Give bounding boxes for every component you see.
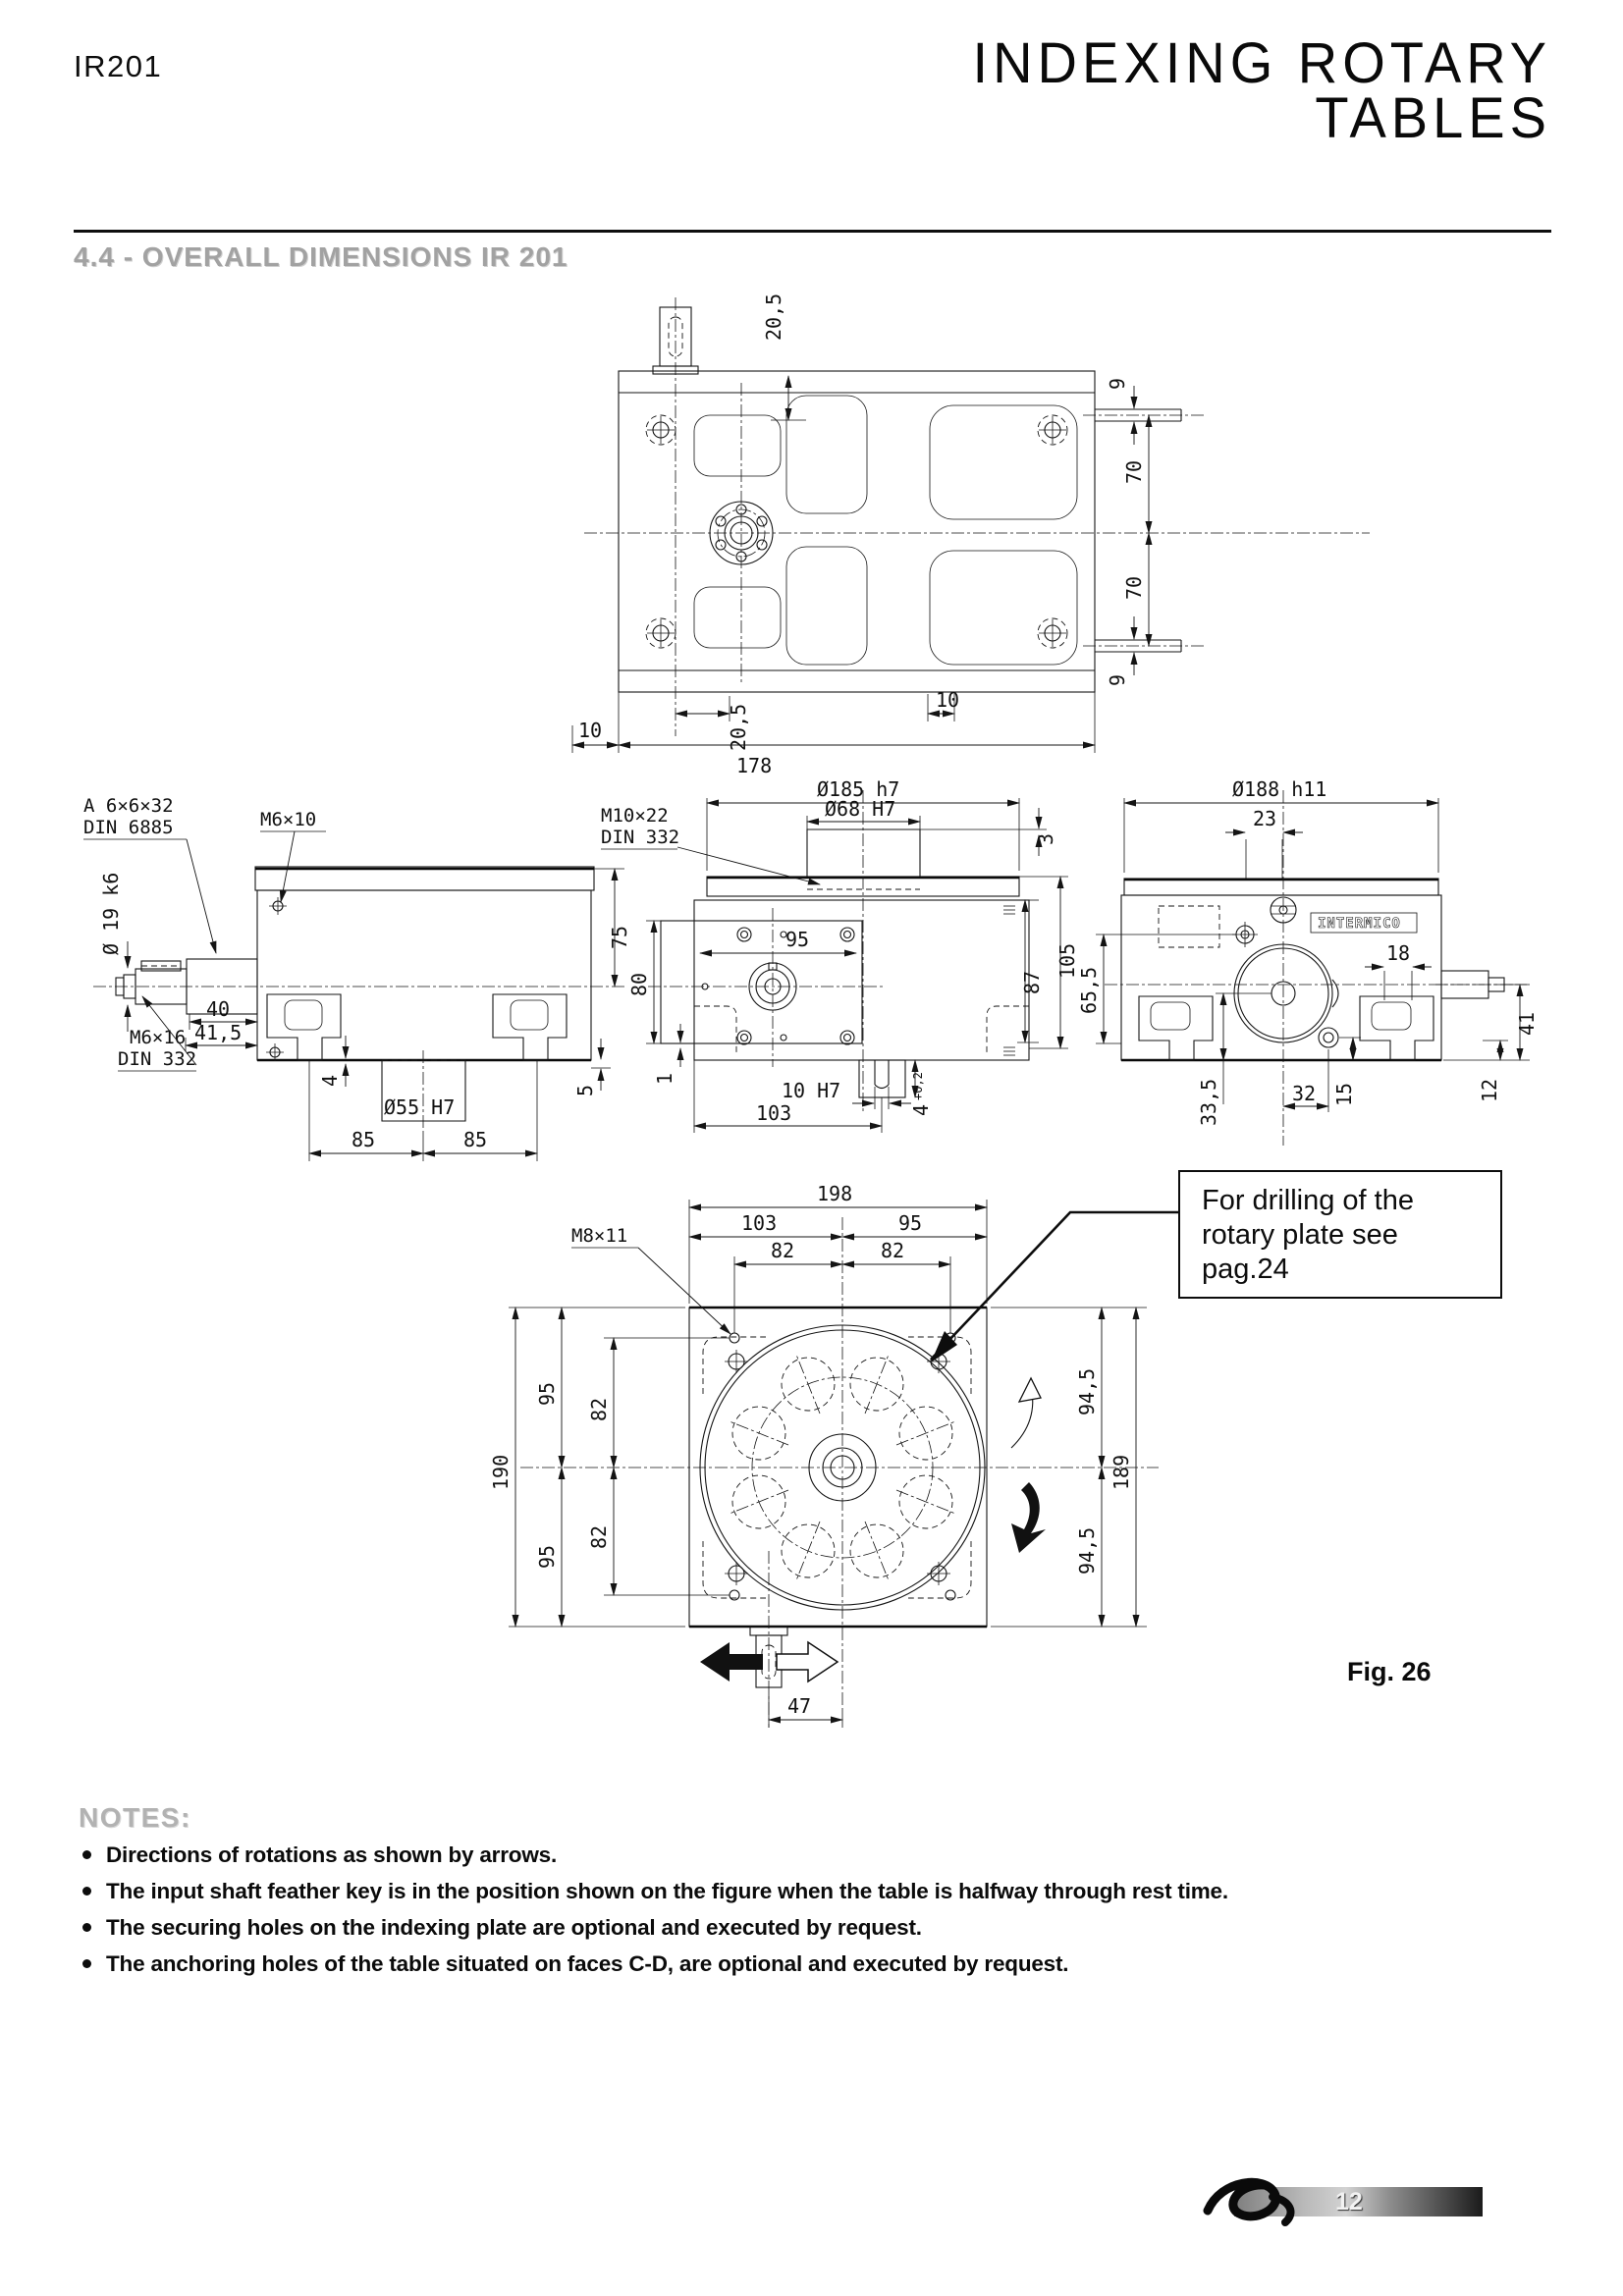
dim-70-lower: 70 — [1122, 575, 1146, 600]
dim-87: 87 — [1020, 970, 1044, 994]
dim-65-5: 65,5 — [1077, 966, 1101, 1014]
dim-41: 41 — [1515, 1011, 1539, 1036]
dim-12: 12 — [1478, 1078, 1501, 1102]
dim-18: 18 — [1386, 941, 1411, 965]
dim-82-left-lower: 82 — [587, 1524, 611, 1549]
dim-1: 1 — [653, 1072, 676, 1085]
intermico-logo: INTERMICO — [1318, 916, 1401, 932]
dim-178: 178 — [736, 754, 773, 777]
bullet-icon — [82, 1887, 91, 1896]
front-view-dimensions — [627, 777, 1079, 1133]
top-view-drawing — [545, 290, 1380, 780]
dim-41-5: 41,5 — [194, 1021, 243, 1044]
note-text-4: The anchoring holes of the table situated on faces C-D, are optional and executed by request. — [106, 1951, 1069, 1976]
note-line-1: For drilling of the — [1202, 1185, 1414, 1216]
plan-view-plate — [520, 1212, 1178, 1728]
note-text-3: The securing holes on the indexing plate are optional and executed by request. — [106, 1915, 922, 1940]
dim-185h7: Ø185 h7 — [817, 777, 900, 801]
side-view-input-shaft — [93, 959, 309, 1014]
dim-32: 32 — [1292, 1082, 1317, 1105]
dim-5: 5 — [573, 1084, 597, 1096]
label-m8x11: M8×11 — [571, 1225, 628, 1247]
dim-198: 198 — [817, 1182, 853, 1205]
dim-10-right: 10 — [936, 688, 960, 712]
dim-82-left-upper: 82 — [587, 1397, 611, 1421]
dim-70-upper: 70 — [1122, 459, 1146, 484]
dim-82-top-right: 82 — [881, 1239, 905, 1262]
dim-105: 105 — [1055, 942, 1079, 979]
dim-85-left: 85 — [352, 1128, 376, 1151]
bullet-icon — [82, 1959, 91, 1968]
figure-label: Fig. 26 — [1347, 1657, 1432, 1686]
dim-20-5-top: 20,5 — [762, 293, 785, 341]
top-view-housing — [584, 297, 1370, 736]
side-view-drawing — [59, 761, 648, 1183]
label-feather-key: A 6×6×32 — [83, 795, 174, 817]
dim-189: 189 — [1109, 1454, 1133, 1490]
note-item-4 — [79, 1949, 1483, 1979]
note-line-3: pag.24 — [1202, 1254, 1289, 1285]
dim-82-top-left: 82 — [771, 1239, 795, 1262]
front-view-body — [648, 790, 1029, 1112]
notes-heading: NOTES: — [79, 1802, 191, 1833]
front-view-labels — [601, 805, 820, 884]
corner-hole-bl — [646, 618, 676, 648]
side-view-dimensions — [186, 869, 631, 1161]
dim-103: 103 — [756, 1101, 792, 1125]
dim-10-left: 10 — [578, 719, 603, 742]
section-title: 4.4 - OVERALL DIMENSIONS IR 201 — [74, 241, 568, 272]
rotation-arrow-right-icon — [777, 1642, 838, 1682]
page-title-line1: INDEXING ROTARY — [972, 29, 1551, 95]
dim-75: 75 — [608, 925, 631, 949]
dim-94-5-lower: 94,5 — [1075, 1526, 1099, 1575]
drilling-note-box — [1178, 1170, 1502, 1299]
top-view-pins — [1083, 409, 1205, 652]
dim-15: 15 — [1332, 1082, 1356, 1106]
bullet-icon — [82, 1850, 91, 1859]
label-shaft-dia: Ø 19 k6 — [99, 872, 123, 955]
dim-9-bottom: 9 — [1106, 673, 1129, 686]
model-code: IR201 — [74, 49, 163, 83]
page-title-line2: TABLES — [1315, 84, 1551, 150]
label-m6x10: M6×10 — [260, 809, 317, 830]
label-m6x16: M6×16 — [130, 1027, 187, 1048]
note-item-3 — [79, 1913, 1483, 1943]
dim-103: 103 — [741, 1211, 778, 1235]
dim-3: 3 — [1034, 832, 1057, 845]
bullet-icon — [82, 1923, 91, 1932]
front-view-drawing — [589, 761, 1100, 1183]
dim-85-right: 85 — [463, 1128, 488, 1151]
plan-view-dimensions — [489, 1182, 1147, 1728]
dim-95: 95 — [785, 928, 810, 951]
dim-33-5: 33,5 — [1197, 1078, 1220, 1126]
corner-hole-tl — [646, 415, 676, 445]
dim-94-5-upper: 94,5 — [1075, 1367, 1099, 1415]
corner-hole-tr — [1038, 415, 1067, 445]
dim-40: 40 — [206, 997, 231, 1021]
end-view-drawing — [1060, 761, 1591, 1183]
page-number: 12 — [1335, 2188, 1363, 2216]
note-line-2: rotary plate see — [1202, 1219, 1398, 1251]
plan-view-drawing — [393, 1158, 1237, 1757]
rotation-arrow-left-icon — [700, 1642, 763, 1682]
notes-section — [79, 1802, 1483, 1979]
page-title — [972, 29, 1551, 150]
dim-188h11: Ø188 h11 — [1232, 777, 1327, 801]
label-m10x22-std: DIN 332 — [601, 827, 680, 848]
dim-4-tolerance: +0,2 — [911, 1072, 925, 1100]
dim-190: 190 — [489, 1454, 513, 1490]
note-item-2 — [79, 1877, 1483, 1906]
corner-hole-br — [1038, 618, 1067, 648]
dim-95-left-upper: 95 — [535, 1381, 559, 1406]
rotation-arrow-ccw-icon — [1011, 1378, 1041, 1448]
plan-view-labels — [571, 1225, 730, 1334]
dim-4: 4 — [909, 1103, 933, 1116]
label-m10x22: M10×22 — [601, 805, 669, 827]
dim-10h7: 10 H7 — [782, 1079, 841, 1102]
label-feather-key-std: DIN 6885 — [83, 817, 174, 838]
top-view-pockets — [646, 396, 1077, 665]
note-item-1 — [79, 1841, 1483, 1870]
dim-68h7: Ø68 H7 — [825, 797, 896, 821]
dim-23: 23 — [1253, 807, 1277, 830]
dim-80: 80 — [627, 972, 651, 996]
side-view-spigot — [382, 1050, 465, 1132]
dim-55h7: Ø55 H7 — [384, 1095, 456, 1119]
edge-screws — [1003, 906, 1015, 1055]
side-view-body — [255, 867, 594, 1061]
dim-47: 47 — [787, 1694, 812, 1718]
dim-95-top: 95 — [898, 1211, 923, 1235]
dim-4-tol-group — [909, 1072, 933, 1116]
note-leader — [931, 1212, 1178, 1362]
dim-95-left-lower: 95 — [535, 1544, 559, 1569]
face-bolts — [702, 928, 854, 1044]
end-view-dimensions — [1077, 777, 1539, 1126]
note-text-1: Directions of rotations as shown by arrows. — [106, 1842, 557, 1867]
intermico-knot-logo — [1194, 2169, 1326, 2238]
dim-9-top: 9 — [1106, 377, 1129, 390]
rotation-arrow-cw-icon — [1011, 1482, 1046, 1553]
header-rule — [74, 230, 1551, 233]
note-text-2: The input shaft feather key is in the position shown on the figure when the table is halfway through rest time. — [106, 1879, 1228, 1903]
dim-4: 4 — [318, 1074, 342, 1087]
dim-20-5-bottom: 20,5 — [727, 703, 750, 751]
label-m6x16-std: DIN 332 — [118, 1048, 197, 1070]
